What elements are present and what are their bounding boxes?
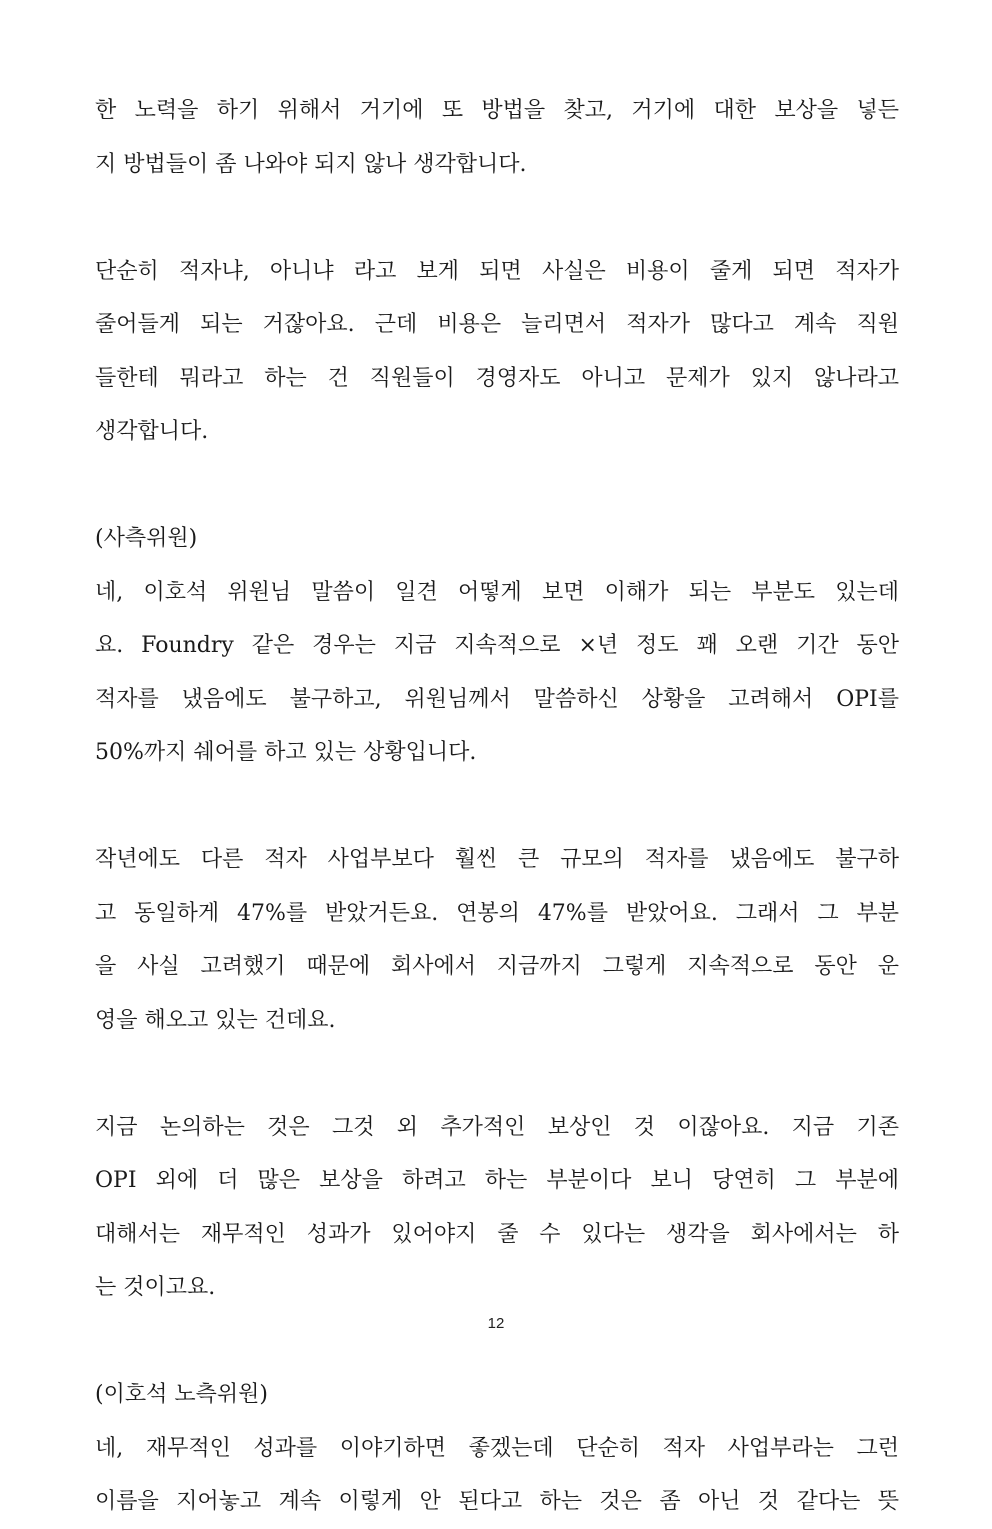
text-line: 작년에도 다른 적자 사업부보다 훨씬 큰 규모의 적자를 냈음에도 불구하 bbox=[95, 847, 899, 872]
text-line: 영을 해오고 있는 건데요. bbox=[95, 1007, 336, 1033]
paragraph-spacer bbox=[95, 1047, 899, 1101]
speaker-label: (이호석 노측위원) bbox=[95, 1382, 268, 1407]
paragraph-spacer bbox=[95, 459, 899, 513]
text-line: 고 동일하게 47%를 받았거든요. 연봉의 47%를 받았어요. 그래서 그 부분 bbox=[95, 900, 899, 926]
text-line: 요. Foundry 같은 경우는 지금 지속적으로 ×년 정도 꽤 오랜 기간 동안 bbox=[95, 633, 899, 658]
document-body bbox=[95, 84, 899, 1529]
paragraph bbox=[95, 84, 899, 191]
speaker-label: (사측위원) bbox=[95, 526, 198, 551]
paragraph-spacer bbox=[95, 191, 899, 245]
text-line: OPI 외에 더 많은 보상을 하려고 하는 부분이다 보니 당연히 그 부분에 bbox=[95, 1168, 899, 1193]
paragraph bbox=[95, 512, 899, 780]
text-line: 는 것이고요. bbox=[95, 1275, 216, 1300]
text-line: 지 방법들이 좀 나와야 되지 않나 생각합니다. bbox=[95, 151, 527, 177]
text-line: 이름을 지어놓고 계속 이렇게 안 된다고 하는 것은 좀 아닌 것 같다는 뜻 bbox=[95, 1489, 899, 1514]
paragraph bbox=[95, 245, 899, 459]
text-line: 한 노력을 하기 위해서 거기에 또 방법을 찾고, 거기에 대한 보상을 넣든 bbox=[95, 98, 899, 123]
page-number: 12 bbox=[487, 1315, 505, 1332]
text-line: 생각합니다. bbox=[95, 419, 209, 444]
text-line: 네, 재무적인 성과를 이야기하면 좋겠는데 단순히 적자 사업부라는 그런 bbox=[95, 1435, 899, 1461]
text-line: 50%까지 쉐어를 하고 있는 상황입니다. bbox=[95, 740, 477, 765]
paragraph bbox=[95, 1368, 899, 1529]
text-line: 적자를 냈음에도 불구하고, 위원님께서 말씀하신 상황을 고려해서 OPI를 bbox=[95, 686, 899, 712]
text-line: 단순히 적자냐, 아니냐 라고 보게 되면 사실은 비용이 줄게 되면 적자가 bbox=[95, 258, 899, 284]
text-line: 을 사실 고려했기 때문에 회사에서 지금까지 그렇게 지속적으로 동안 운 bbox=[95, 954, 899, 979]
text-line: 줄어들게 되는 거잖아요. 근데 비용은 늘리면서 적자가 많다고 계속 직원 bbox=[95, 312, 899, 337]
text-line: 네, 이호석 위원님 말씀이 일견 어떻게 보면 이해가 되는 부분도 있는데 bbox=[95, 579, 899, 605]
paragraph bbox=[95, 1101, 899, 1315]
paragraph bbox=[95, 833, 899, 1047]
paragraph-spacer bbox=[95, 780, 899, 834]
text-line: 대해서는 재무적인 성과가 있어야지 줄 수 있다는 생각을 회사에서는 하 bbox=[95, 1221, 899, 1247]
text-line: 들한테 뭐라고 하는 건 직원들이 경영자도 아니고 문제가 있지 않나라고 bbox=[95, 365, 899, 391]
text-line: 지금 논의하는 것은 그것 외 추가적인 보상인 것 이잖아요. 지금 기존 bbox=[95, 1114, 899, 1140]
